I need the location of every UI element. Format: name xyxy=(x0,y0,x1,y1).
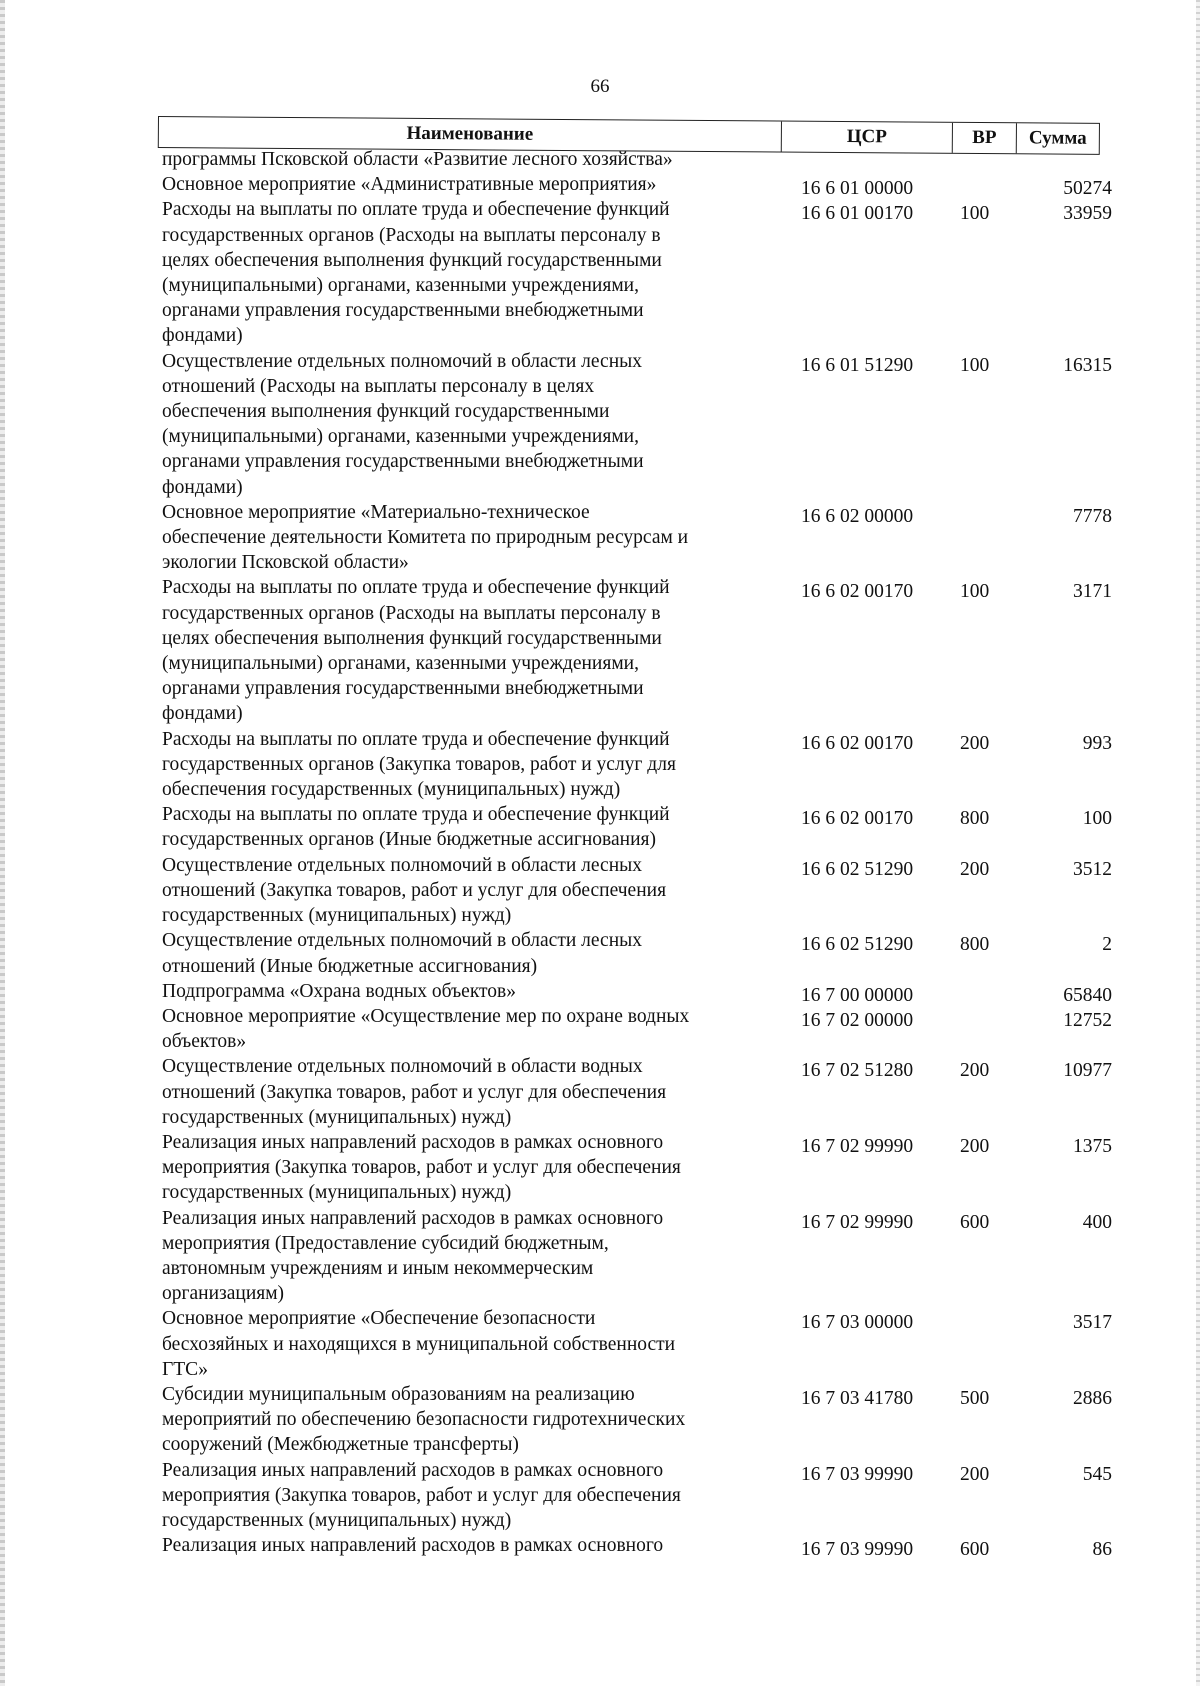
row-sum: 100 xyxy=(1082,808,1112,830)
row-vr: 500 xyxy=(960,1387,990,1409)
header-vr: ВР xyxy=(953,123,1017,153)
table-body xyxy=(0,147,1200,1561)
row-name xyxy=(162,349,762,500)
table-row xyxy=(0,1382,1200,1458)
row-name-line: Осуществление отдельных полномочий в области лесных xyxy=(162,930,642,952)
row-name-line: Основное мероприятие «Обеспечение безопасности xyxy=(162,1308,596,1330)
row-sum: 12752 xyxy=(1063,1009,1112,1031)
row-name-line: экологии Псковской области» xyxy=(162,552,409,574)
row-csr: 16 7 03 41780 xyxy=(801,1387,914,1409)
row-csr: 16 6 02 00170 xyxy=(801,581,914,603)
row-name xyxy=(162,147,762,172)
table-row xyxy=(0,1533,1200,1561)
row-name xyxy=(162,575,762,726)
row-vr: 200 xyxy=(960,732,990,754)
row-sum: 3512 xyxy=(1073,858,1112,880)
row-sum: 545 xyxy=(1082,1463,1112,1485)
row-csr: 16 6 02 00000 xyxy=(801,505,914,527)
row-name-line: государственных (муниципальных) нужд) xyxy=(162,1182,512,1204)
table-row xyxy=(0,1130,1200,1206)
table-row xyxy=(0,575,1200,726)
row-csr: 16 6 01 51290 xyxy=(801,354,914,376)
row-name-line: Реализация иных направлений расходов в рамках основного xyxy=(162,1459,664,1481)
row-name xyxy=(162,197,762,348)
row-name-line: автономным учреждениям и иным некоммерческим xyxy=(162,1257,594,1279)
row-sum: 65840 xyxy=(1063,984,1112,1006)
row-name-line: отношений (Расходы на выплаты персоналу в целях xyxy=(162,375,595,397)
row-name xyxy=(162,1458,762,1534)
row-csr: 16 6 02 00170 xyxy=(801,808,914,830)
row-name xyxy=(162,500,762,576)
table-row xyxy=(0,197,1200,348)
row-name-line: государственных (муниципальных) нужд) xyxy=(162,1106,512,1128)
row-vr: 100 xyxy=(960,203,990,225)
row-name-line: государственных (муниципальных) нужд) xyxy=(162,1509,512,1531)
row-csr: 16 6 02 51290 xyxy=(801,858,914,880)
row-name-line: бесхозяйных и находящихся в муниципальной собственности xyxy=(162,1333,676,1355)
table-row xyxy=(0,802,1200,852)
row-name-line: мероприятия (Закупка товаров, работ и услуг для обеспечения xyxy=(162,1157,681,1179)
header-csr: ЦСР xyxy=(782,122,953,153)
table-row xyxy=(0,853,1200,929)
row-name-line: Подпрограмма «Охрана водных объектов» xyxy=(162,980,517,1002)
row-vr: 800 xyxy=(960,934,990,956)
table-row xyxy=(0,1458,1200,1534)
row-vr: 200 xyxy=(960,1060,990,1082)
row-name-line: программы Псковской области «Развитие лесного хозяйства» xyxy=(162,149,673,170)
row-sum: 2 xyxy=(1102,934,1112,956)
row-name xyxy=(162,1206,762,1307)
row-sum: 10977 xyxy=(1063,1060,1112,1082)
row-sum: 400 xyxy=(1082,1211,1112,1233)
row-csr: 16 6 01 00000 xyxy=(801,178,914,200)
row-sum: 3517 xyxy=(1073,1312,1112,1334)
row-name-line: органами управления государственными внебюджетными xyxy=(162,451,644,473)
row-name-line: Основное мероприятие «Административные мероприятия» xyxy=(162,174,657,196)
row-name-line: сооружений (Межбюджетные трансферты) xyxy=(162,1434,519,1456)
row-vr: 200 xyxy=(960,1463,990,1485)
row-name-line: отношений (Иные бюджетные ассигнования) xyxy=(162,955,538,977)
row-csr: 16 7 03 99990 xyxy=(801,1539,914,1561)
row-sum: 16315 xyxy=(1063,354,1112,376)
row-name-line: обеспечения выполнения функций государственными xyxy=(162,401,610,423)
row-sum: 33959 xyxy=(1063,203,1112,225)
row-csr: 16 6 02 00170 xyxy=(801,732,914,754)
row-name-line: Реализация иных направлений расходов в рамках основного xyxy=(162,1535,664,1557)
row-name-line: государственных органов (Расходы на выплаты персоналу в xyxy=(162,224,661,246)
table-row xyxy=(0,172,1200,200)
row-name xyxy=(162,172,762,197)
row-vr: 800 xyxy=(960,808,990,830)
row-name-line: (муниципальными) органами, казенными учреждениями, xyxy=(162,275,639,297)
table-row xyxy=(0,727,1200,803)
row-name-line: целях обеспечения выполнения функций государственными xyxy=(162,249,662,271)
row-name-line: органами управления государственными внебюджетными xyxy=(162,300,644,322)
row-name-line: государственных органов (Расходы на выплаты персоналу в xyxy=(162,602,661,624)
row-name-line: (муниципальными) органами, казенными учреждениями, xyxy=(162,426,639,448)
row-name xyxy=(162,802,762,852)
row-name-line: отношений (Закупка товаров, работ и услуг для обеспечения xyxy=(162,1081,667,1103)
row-name xyxy=(162,1533,762,1558)
row-name-line: Осуществление отдельных полномочий в области лесных xyxy=(162,854,642,876)
row-name-line: организациям) xyxy=(162,1283,285,1305)
row-name-line: обеспечение деятельности Комитета по природным ресурсам и xyxy=(162,527,689,549)
row-name-line: Расходы на выплаты по оплате труда и обеспечение функций xyxy=(162,577,670,599)
table-row xyxy=(0,1004,1200,1054)
row-name-line: мероприятия (Предоставление субсидий бюджетным, xyxy=(162,1232,609,1254)
row-name-line: фондами) xyxy=(162,325,243,347)
row-name-line: Субсидии муниципальным образованиям на реализацию xyxy=(162,1383,635,1405)
row-csr: 16 6 02 51290 xyxy=(801,934,914,956)
row-name-line: Реализация иных направлений расходов в рамках основного xyxy=(162,1131,664,1153)
row-name xyxy=(162,1382,762,1458)
row-csr: 16 7 02 00000 xyxy=(801,1009,914,1031)
row-name xyxy=(162,853,762,929)
row-name-line: Расходы на выплаты по оплате труда и обеспечение функций xyxy=(162,804,670,826)
row-name-line: ГТС» xyxy=(162,1358,208,1380)
row-csr: 16 7 03 99990 xyxy=(801,1463,914,1485)
row-name xyxy=(162,979,762,1004)
row-name-line: объектов» xyxy=(162,1031,247,1053)
table-row xyxy=(0,1206,1200,1307)
row-name-line: фондами) xyxy=(162,476,243,498)
row-name-line: Основное мероприятие «Осуществление мер по охране водных xyxy=(162,1005,690,1027)
row-name-line: отношений (Закупка товаров, работ и услуг для обеспечения xyxy=(162,879,667,901)
row-name-line: государственных (муниципальных) нужд) xyxy=(162,905,512,927)
row-vr: 100 xyxy=(960,581,990,603)
header-name: Наименование xyxy=(159,117,782,152)
row-sum: 86 xyxy=(1092,1539,1112,1561)
row-name-line: Осуществление отдельных полномочий в области лесных xyxy=(162,350,642,372)
row-vr: 600 xyxy=(960,1211,990,1233)
row-name-line: государственных органов (Иные бюджетные ассигнования) xyxy=(162,829,656,851)
table-row xyxy=(0,349,1200,500)
row-name-line: Осуществление отдельных полномочий в области водных xyxy=(162,1056,643,1078)
row-name xyxy=(162,1004,762,1054)
row-name-line: фондами) xyxy=(162,703,243,725)
row-name-line: обеспечения государственных (муниципальных) нужд) xyxy=(162,779,621,801)
row-csr: 16 7 00 00000 xyxy=(801,984,914,1006)
table-row xyxy=(0,979,1200,1004)
row-vr: 200 xyxy=(960,858,990,880)
row-vr: 600 xyxy=(960,1539,990,1561)
row-name-line: (муниципальными) органами, казенными учреждениями, xyxy=(162,653,639,675)
row-csr: 16 7 02 99990 xyxy=(801,1211,914,1233)
row-name-line: Расходы на выплаты по оплате труда и обеспечение функций xyxy=(162,199,670,221)
row-vr: 200 xyxy=(960,1135,990,1157)
row-csr: 16 6 01 00170 xyxy=(801,203,914,225)
row-name-line: органами управления государственными внебюджетными xyxy=(162,678,644,700)
row-name-line: Реализация иных направлений расходов в рамках основного xyxy=(162,1207,664,1229)
row-name-line: Расходы на выплаты по оплате труда и обеспечение функций xyxy=(162,728,670,750)
row-sum: 50274 xyxy=(1063,178,1112,200)
row-name-line: мероприятия (Закупка товаров, работ и услуг для обеспечения xyxy=(162,1484,681,1506)
row-csr: 16 7 02 51280 xyxy=(801,1060,914,1082)
row-sum: 7778 xyxy=(1073,505,1112,527)
row-csr: 16 7 02 99990 xyxy=(801,1135,914,1157)
row-csr: 16 7 03 00000 xyxy=(801,1312,914,1334)
row-sum: 2886 xyxy=(1073,1387,1112,1409)
table-row xyxy=(0,500,1200,576)
table-row xyxy=(0,1054,1200,1130)
row-name xyxy=(162,1054,762,1130)
row-name-line: целях обеспечения выполнения функций государственными xyxy=(162,627,662,649)
row-sum: 993 xyxy=(1082,732,1112,754)
row-name xyxy=(162,727,762,803)
row-name-line: Основное мероприятие «Материально-техническое xyxy=(162,501,590,523)
table-row xyxy=(0,147,1200,172)
row-name xyxy=(162,1130,762,1206)
row-name-line: государственных органов (Закупка товаров, работ и услуг для xyxy=(162,753,676,775)
header-sum: Сумма xyxy=(1028,127,1087,149)
row-sum: 1375 xyxy=(1073,1135,1112,1157)
page-number: 66 xyxy=(590,76,610,97)
row-sum: 3171 xyxy=(1073,581,1112,603)
row-name xyxy=(162,1306,762,1382)
row-vr: 100 xyxy=(960,354,990,376)
table-row xyxy=(0,928,1200,978)
row-name-line: мероприятий по обеспечению безопасности гидротехнических xyxy=(162,1409,686,1431)
table-row xyxy=(0,1306,1200,1382)
row-name xyxy=(162,928,762,978)
